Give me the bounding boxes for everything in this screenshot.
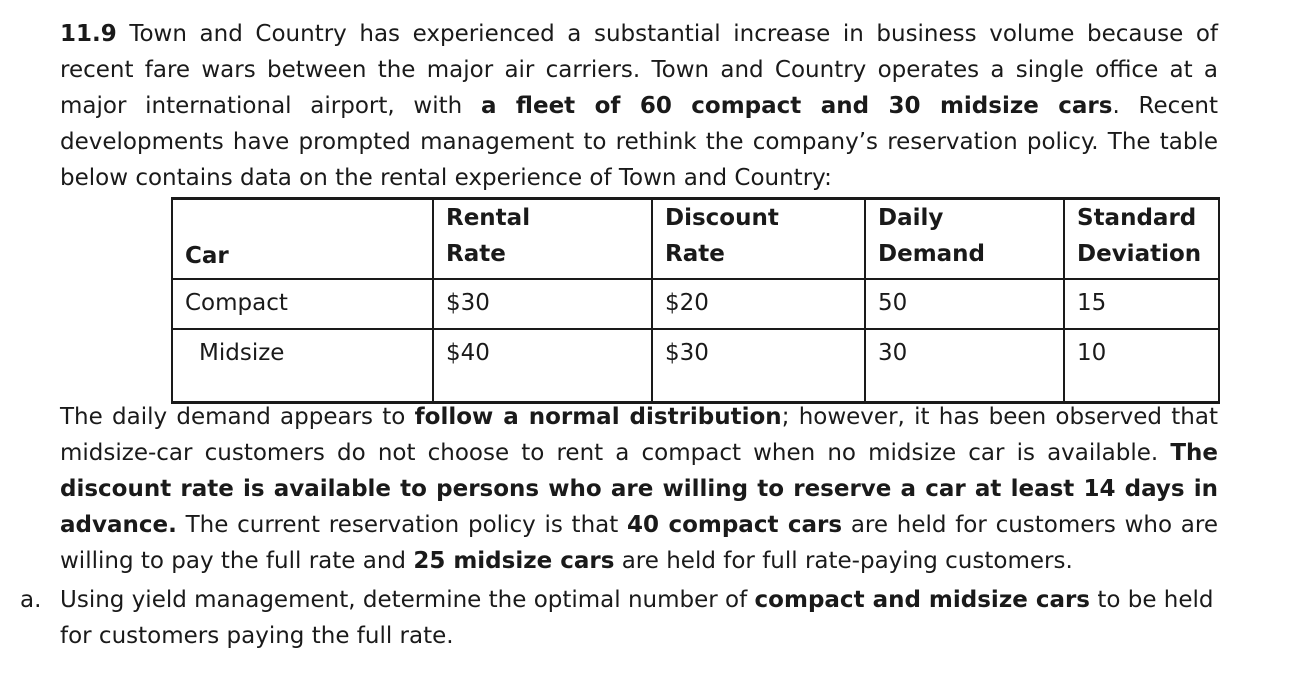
midsize-held-emphasis: 25 midsize cars bbox=[413, 548, 615, 574]
table-header-row bbox=[172, 199, 1219, 280]
demand-text-5: are held for full rate-paying customers. bbox=[614, 548, 1073, 574]
demand-text-2: ; however, it has been observed that midsize-car customers do not choose to rent a compact when no midsize car is available. bbox=[60, 404, 1218, 466]
fleet-size-emphasis: a fleet of 60 compact and 30 midsize cars bbox=[480, 93, 1113, 119]
discount-rule-emphasis: The discount rate is available to persons who are willing to reserve a car at least 14 days in advance. bbox=[60, 440, 1218, 538]
cell-daily-demand: 30 bbox=[865, 329, 1064, 403]
header-car: Car bbox=[172, 199, 433, 280]
cell-standard-deviation: 10 bbox=[1064, 329, 1219, 403]
cell-discount-rate: $30 bbox=[652, 329, 865, 403]
header-rental-rate: Rental Rate bbox=[433, 199, 652, 280]
header-discount-rate: Discount Rate bbox=[652, 199, 865, 280]
rental-data-table bbox=[171, 197, 1220, 404]
intro-paragraph bbox=[60, 16, 1218, 196]
question-text: Using yield management, determine the optimal number of compact and midsize cars to be held for customers paying the full rate. bbox=[60, 587, 1214, 649]
cell-standard-deviation: 15 bbox=[1064, 279, 1219, 329]
demand-text-4: are held for customers who are willing to pay the full rate and bbox=[60, 512, 1218, 574]
cell-rental-rate: $30 bbox=[433, 279, 652, 329]
demand-text-1: The daily demand appears to bbox=[60, 404, 415, 430]
demand-paragraph bbox=[60, 399, 1218, 579]
cell-daily-demand: 50 bbox=[865, 279, 1064, 329]
problem-number: 11.9 bbox=[60, 21, 117, 47]
intro-text-2: . Recent developments have prompted management to rethink the company’s reservation policy. The table below contains data on the rental experience of Town and Country: bbox=[60, 93, 1218, 191]
cell-discount-rate: $20 bbox=[652, 279, 865, 329]
demand-text-3: The current reservation policy is that bbox=[176, 512, 627, 538]
header-standard-deviation: Standard Deviation bbox=[1064, 199, 1219, 280]
cell-rental-rate: $40 bbox=[433, 329, 652, 403]
normal-distribution-emphasis: follow a normal distribution bbox=[414, 404, 782, 430]
question-emphasis: compact and midsize cars bbox=[754, 587, 1091, 613]
question-marker: a. bbox=[20, 587, 42, 613]
intro-text-1: Town and Country has experienced a substantial increase in business volume because of recent fare wars between the major air carriers. Town and Country operates a single office at a major international airport, with bbox=[60, 21, 1218, 119]
compact-held-emphasis: 40 compact cars bbox=[627, 512, 843, 538]
table-row bbox=[172, 329, 1219, 403]
table-row bbox=[172, 279, 1219, 329]
header-daily-demand: Daily Demand bbox=[865, 199, 1064, 280]
question-a bbox=[20, 582, 1220, 654]
cell-car: Compact bbox=[172, 279, 433, 329]
cell-car: Midsize bbox=[172, 329, 433, 403]
